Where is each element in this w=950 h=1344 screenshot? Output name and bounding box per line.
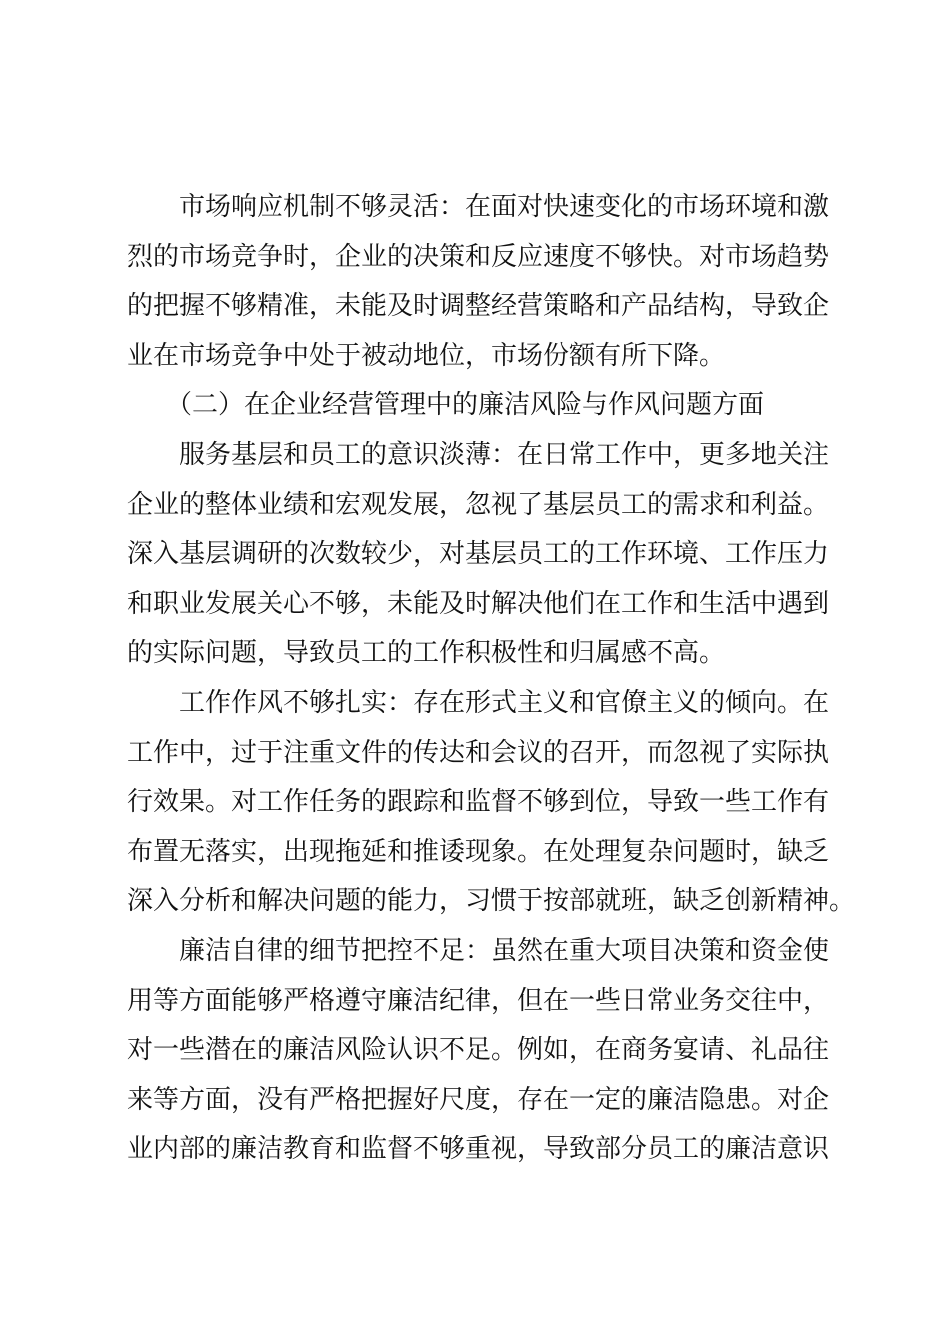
text-line: 工作作风不够扎实：存在形式主义和官僚主义的倾向。在 [127, 687, 830, 718]
text-line: 的实际问题，导致员工的工作积极性和归属感不高。 [127, 638, 726, 669]
document-body [127, 183, 856, 1175]
paragraph-integrity-discipline [127, 927, 835, 1175]
text-line: 廉洁自律的细节把控不足：虽然在重大项目决策和资金使 [127, 935, 830, 966]
paragraph-work-style [127, 679, 856, 927]
text-line: 行效果。对工作任务的跟踪和监督不够到位，导致一些工作有 [127, 787, 830, 818]
text-line: 工作中，过于注重文件的传达和会议的召开，而忽视了实际执 [127, 737, 830, 768]
text-line: 对一些潜在的廉洁风险认识不足。例如，在商务宴请、礼品往 [127, 1035, 830, 1066]
text-line: 用等方面能够严格遵守廉洁纪律，但在一些日常业务交往中， [127, 985, 830, 1016]
text-line: 来等方面，没有严格把握好尺度，存在一定的廉洁隐患。对企 [127, 1084, 830, 1115]
text-line: 业在市场竞争中处于被动地位，市场份额有所下降。 [127, 340, 726, 371]
text-line: 市场响应机制不够灵活：在面对快速变化的市场环境和激 [127, 192, 830, 222]
text-line: 烈的市场竞争时，企业的决策和反应速度不够快。对市场趋势 [127, 241, 830, 272]
text-line: 和职业发展关心不够，未能及时解决他们在工作和生活中遇到 [127, 588, 830, 619]
text-line: 深入基层调研的次数较少，对基层员工的工作环境、工作压力 [127, 539, 830, 570]
text-line: 深入分析和解决问题的能力，习惯于按部就班，缺乏创新精神。 [127, 886, 856, 917]
text-line: 业内部的廉洁教育和监督不够重视，导致部分员工的廉洁意识 [127, 1134, 830, 1165]
paragraph-market-response [127, 183, 835, 381]
section-heading [127, 381, 835, 431]
text-line: 服务基层和员工的意识淡薄：在日常工作中，更多地关注 [127, 439, 830, 470]
paragraph-service-awareness [127, 431, 835, 679]
text-line: 布置无落实，出现拖延和推诿现象。在处理复杂问题时，缺乏 [127, 836, 830, 867]
heading-line: （二）在企业经营管理中的廉洁风险与作风问题方面 [127, 390, 765, 421]
text-line: 的把握不够精准，未能及时调整经营策略和产品结构，导致企 [127, 291, 830, 322]
text-line: 企业的整体业绩和宏观发展，忽视了基层员工的需求和利益。 [127, 489, 830, 520]
